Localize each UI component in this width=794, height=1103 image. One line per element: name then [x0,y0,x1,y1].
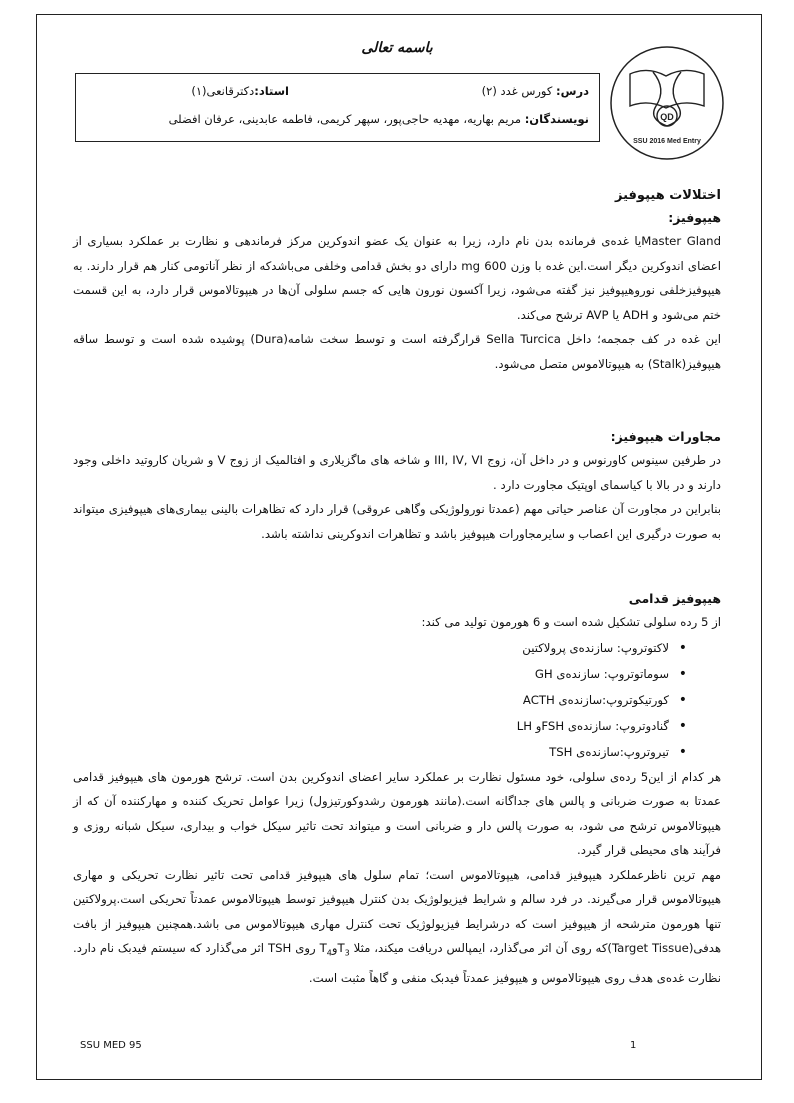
cell-lines-list [73,635,721,765]
t4-prefix: وT [319,941,338,955]
list-item: • تیروتروپ:سازنده‌ی TSH [73,739,669,765]
logo-initials: QD [660,112,674,122]
paragraph-pituitary-intro: Master Glandیا غده‌ی فرمانده بدن نام دارد، زیرا به عنوان یک عضو اندوکرین مرکز فرماندهی و نظارت بر عملکرد بسیاری از اعضای اندوکرین دیگر است.این غده با وزن 600 mg دارای دو بخش قدامی وخلفی می‌باشدکه از نظر آناتومی کنار هم قرار دارند. به هیپوفیزخلفی نوروهیپوفیز نیز گفته می‌شود، زیرا آکسون نورون هایی که جسم سلولی آن‌ها در هیپوتالاموس قرار دارد، به این قسمت ختم می‌شود و ADH یا AVP ترشح می‌کند. [73,234,721,322]
teacher-value: دکترقانعی(۱) [191,84,255,98]
paragraph-sella-turcica: این غده در کف جمجمه؛ داخل Sella Turcica قرارگرفته است و توسط سخت شامه(Dura) پوشیده شده است و توسط ساقه هیپوفیز(Stalk) به هیپوتالاموس متصل می‌شود. [73,332,721,371]
authors-label: نویسندگان: [524,112,589,126]
course-label: درس: [556,84,589,98]
footer-page-number: 1 [630,1040,637,1051]
authors-row [86,112,589,130]
list-item: • گنادوتروپ: سازنده‌ی FSHو LH [73,713,669,739]
paragraph-cavernous-sinus: در طرفین سینوس کاورنوس و در داخل آن، زوج III, IV, VI و شاخه های ماگزیلاری و افتالمیک از زوج V و شریان کاروتید داخلی وجود دارند و در بالا با کیاسمای اوپتیک مجاورت دارد . [73,453,722,492]
logo-text: SSU 2016 Med Entry [633,138,701,145]
section-heading-pituitary: هیپوفیز: [668,210,721,225]
main-content [73,185,721,376]
section-anterior-pituitary [73,588,721,990]
course-row [86,84,589,102]
section-heading-anterior-pituitary: هیپوفیز قدامی [628,591,721,606]
paragraph-cell-lines-intro: از 5 رده سلولی تشکیل شده است و 6 هورمون تولید می کند: [421,615,721,629]
teacher-label: استاد: [254,84,289,98]
ssu-med-entry-logo [608,44,726,162]
footer-course-code: SSU MED 95 [80,1040,142,1051]
authors-value: مریم بهاریه، مهدیه حاجی‌پور، سپهر کریمی، فاطمه عابدینی، عرفان افضلی [168,112,525,126]
bismillah-header: باسمه تعالی [361,40,433,56]
document-title: اختلالات هیپوفیز [615,188,721,203]
section-neighbors [73,426,721,546]
paragraph-pulsatile-secretion: هر کدام از این5 رده‌ی سلولی، خود مسئول نظارت بر عملکرد سایر اعضای اندوکرین بدن است. ترشح هورمون های هیپوفیز قدامی عمدتا به صورت ضربانی و پالس های جداگانه است.(مانند هورمون رشدوکورتیزول) زیرا عوامل تحریک کننده و مهارکننده آن که از هیپوتالاموس ترشح می شود، به صورت پالس دار و ضربانی است و میتواند تحت تاثیر سیکل خواب و بیداری، سیکل شبانه روزی و فرآیند های محیطی قرار گیرد. [73,769,721,857]
teacher-field [191,84,289,98]
section-heading-neighbors: مجاورات هیپوفیز: [610,429,721,444]
feedback-text: روی TSH اثر می‌گذارد که سیستم فیدبک نام دارد. نظارت غده‌ی هدف روی هیپوتالاموس و هیپوفیز عمدتاً فیدبک منفی و گاهاً مثبت است. [73,941,721,985]
hypothalamus-control-text: مهم ترین ناظرعملکرد هیپوفیز قدامی، هیپوتالاموس است؛ تمام سلول های هیپوفیز قدامی تحت تاثیر نظارت تحریکی و مهاری هیپوتالاموس قرار می‌گیرند. در فرد سالم و شرایط فیزیولوژیک بدن کنترل هیپوفیز توسط هیپوتالاموس عمدتاً تحریکی است.پرولاکتین تنها هورمون مترشحه از هیپوفیز است که درشرایط فیزیولوژیک تحت کنترل مهاری هیپوتالاموس می باشد.همچنین هیپوفیز از بافت هدفی(Target Tissue)که روی آن اثر می‌گذارد، ایمپالس دریافت میکند، مثلا T [73,867,721,955]
list-item: • لاکتوتروپ: سازنده‌ی پرولاکتین [73,635,669,661]
t3-subscript: 3 [344,948,350,958]
list-item: • کورتیکوتروپ:سازنده‌ی ACTH [73,687,669,713]
paragraph-clinical-manifestations: بنابراین در مجاورت آن عناصر حیاتی مهم (عمدتا نورولوژیکی وگاهی عروقی) قرار دارد که تظاهرات بالینی بیماری‌های هیپوفیزی میتواند به صورت درگیری این اعصاب و سایرمجاورات هیپوفیز باشد و تظاهرات اندوکرینی نداشته باشد. [73,502,721,541]
course-info-box [75,73,600,142]
paragraph-hypothalamus-control [73,863,721,991]
course-value: کورس غدد (۲) [481,84,556,98]
t4-subscript: 4 [326,948,332,958]
list-item: • سوماتوتروپ: سازنده‌ی GH [73,661,669,687]
